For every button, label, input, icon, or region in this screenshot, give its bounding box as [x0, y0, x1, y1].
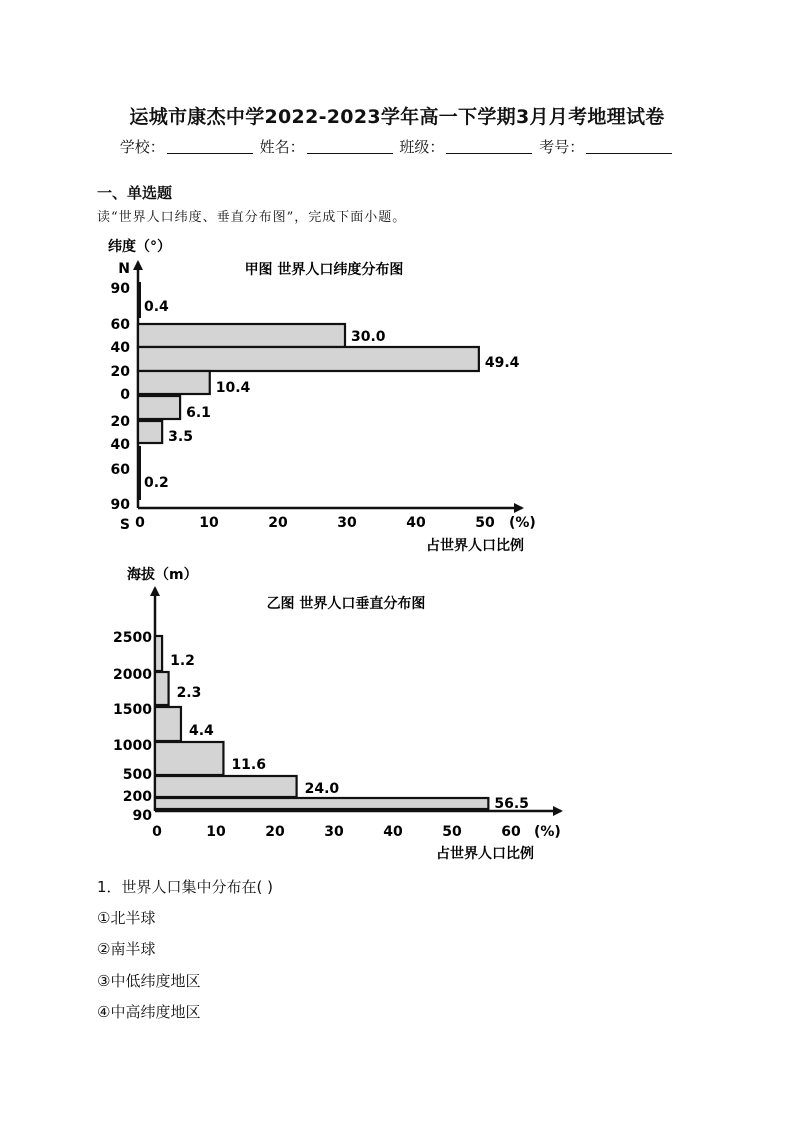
- chart1-y-tick-label: 60: [110, 317, 130, 333]
- chart1-y-tick-label: 0: [120, 387, 130, 403]
- chart1-data-label: 10.4: [215, 380, 251, 396]
- chart1-x-unit: (%): [509, 515, 536, 531]
- chart2-data-label: 56.5: [494, 796, 529, 812]
- chart1-bar: [138, 347, 479, 371]
- name-blank[interactable]: [307, 139, 393, 154]
- chart2-bar: [155, 672, 169, 705]
- chart2-x-tick-label: 0: [152, 824, 162, 840]
- option-1[interactable]: ①北半球: [97, 909, 156, 927]
- chart2-bar: [155, 742, 223, 775]
- chart2-x-axis-label: 占世界人口比例: [436, 846, 534, 862]
- chart2-y-tick-label: 2000: [113, 667, 152, 683]
- student-info-line: [0, 136, 794, 157]
- chart1-bar: [138, 371, 210, 394]
- chart1-bar: [138, 421, 162, 443]
- school-label: 学校：: [119, 138, 165, 156]
- chart1-x-axis-label: 占世界人口比例: [426, 538, 524, 554]
- option-4[interactable]: ④中高纬度地区: [97, 1003, 201, 1021]
- option-3[interactable]: ③中低纬度地区: [97, 972, 201, 990]
- chart2-y-tick-label: 90: [132, 808, 152, 824]
- chart1-y-tick-label: 40: [110, 437, 130, 453]
- chart2-x-tick-label: 40: [383, 824, 403, 840]
- chart1-x-tick-label: 0: [135, 515, 145, 531]
- chart2-y-tick-label: 1500: [113, 702, 152, 718]
- exam-number-blank[interactable]: [586, 139, 672, 154]
- altitude-distribution-chart: [0, 560, 794, 865]
- chart2-data-label: 2.3: [176, 685, 202, 701]
- chart1-bar: [138, 324, 345, 347]
- paper-title: 运城市康杰中学2022-2023学年高一下学期3月月考地理试卷: [129, 106, 665, 128]
- chart1-y-tick-label: S: [119, 517, 130, 533]
- chart1-y-tick-label: 40: [110, 340, 130, 356]
- chart2-data-label: 4.4: [188, 723, 214, 739]
- chart1-y-axis-label: 纬度（°）: [108, 239, 171, 255]
- chart1-data-label: 49.4: [484, 355, 520, 371]
- chart1-title: 甲图 世界人口纬度分布图: [244, 262, 404, 278]
- class-label: 班级：: [399, 138, 445, 156]
- chart2-x-tick-label: 20: [265, 824, 285, 840]
- school-blank[interactable]: [167, 139, 253, 154]
- chart2-y-tick-label: 500: [122, 767, 152, 783]
- chart1-y-tick-label: 60: [110, 462, 130, 478]
- chart2-y-tick-label: 1000: [113, 738, 152, 754]
- chart1-y-tick-label: 90: [110, 497, 130, 513]
- chart1-x-tick-label: 30: [337, 515, 357, 531]
- chart1-data-label: 0.2: [144, 475, 169, 491]
- chart2-x-tick-label: 50: [442, 824, 462, 840]
- chart2-x-tick-label: 30: [324, 824, 344, 840]
- chart1-y-tick-label: N: [118, 261, 130, 277]
- chart2-bar: [155, 798, 488, 809]
- chart2-data-label: 1.2: [170, 653, 195, 669]
- chart2-y-axis-label: 海拔（m）: [127, 567, 198, 583]
- chart1-data-label: 6.1: [186, 405, 211, 421]
- chart2-bar: [155, 636, 162, 671]
- chart2-data-label: 11.6: [231, 757, 266, 773]
- question-stem: 1．世界人口集中分布在( ): [97, 878, 274, 896]
- chart2-y-tick-label: 2500: [113, 630, 152, 646]
- latitude-distribution-chart: [0, 230, 794, 560]
- chart1-data-label: 30.0: [351, 329, 386, 345]
- chart2-y-tick-label: 200: [122, 789, 152, 805]
- chart1-y-tick-label: 90: [110, 281, 130, 297]
- chart1-y-tick-label: 20: [110, 364, 130, 380]
- chart2-x-tick-label: 60: [501, 824, 521, 840]
- chart2-data-label: 24.0: [304, 781, 340, 797]
- chart1-bar: [138, 396, 180, 419]
- exam-number-label: 考号：: [539, 138, 585, 156]
- class-blank[interactable]: [446, 139, 532, 154]
- chart1-x-tick-label: 10: [199, 515, 219, 531]
- chart1-data-label: 0.4: [144, 299, 169, 315]
- chart2-x-tick-label: 10: [206, 824, 226, 840]
- chart2-bar: [155, 707, 181, 741]
- section-heading: 一、单选题: [97, 184, 173, 202]
- chart1-x-tick-label: 40: [406, 515, 426, 531]
- instruction-text: 读“世界人口纬度、垂直分布图”，完成下面小题。: [97, 210, 407, 225]
- chart1-x-tick-label: 20: [268, 515, 288, 531]
- chart2-title: 乙图 世界人口垂直分布图: [266, 596, 426, 612]
- name-label: 姓名：: [259, 138, 305, 156]
- option-2[interactable]: ②南半球: [97, 940, 156, 958]
- chart1-data-label: 3.5: [168, 429, 193, 445]
- chart2-bar: [155, 776, 297, 797]
- chart1-x-tick-label: 50: [475, 515, 495, 531]
- chart2-x-unit: (%): [534, 824, 561, 840]
- chart1-y-tick-label: 20: [110, 414, 130, 430]
